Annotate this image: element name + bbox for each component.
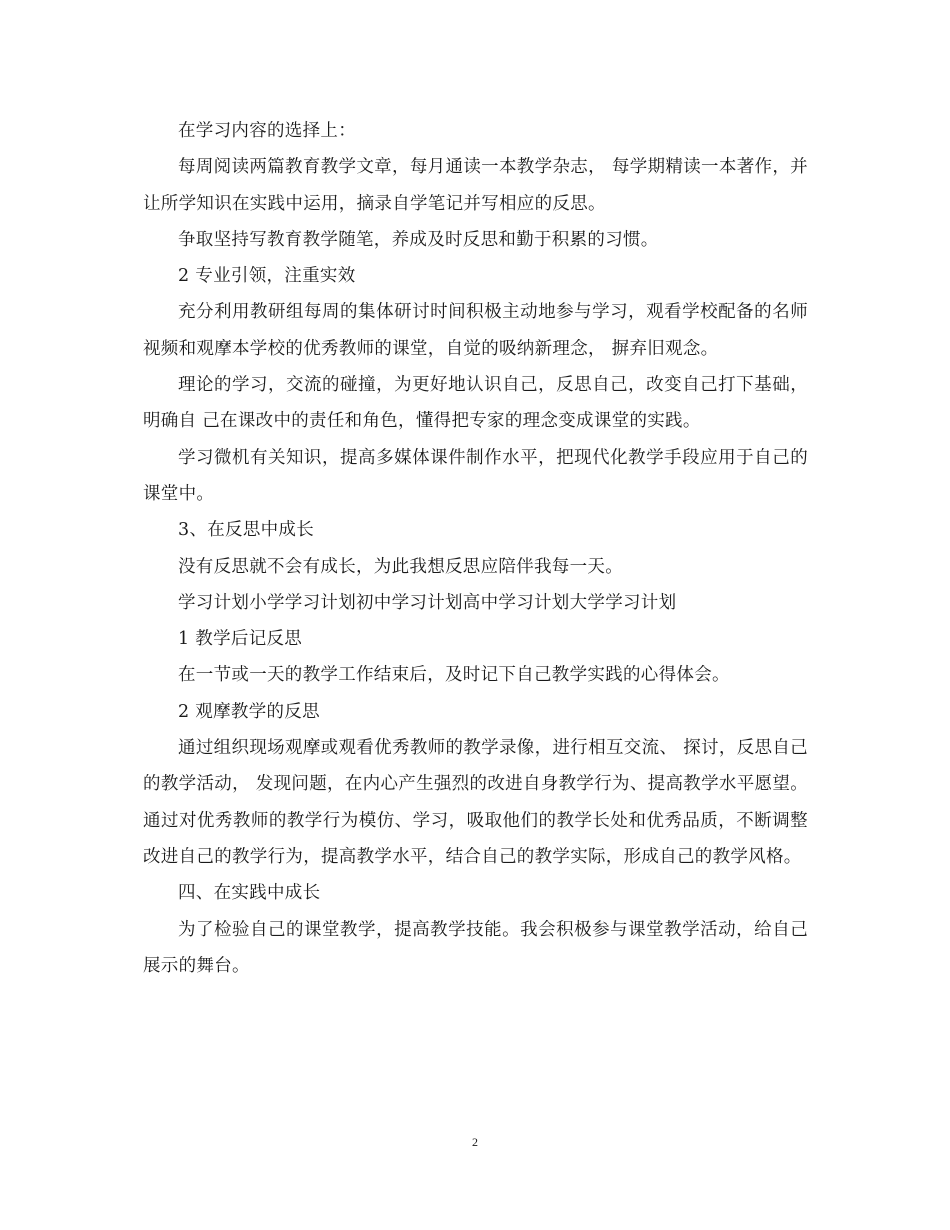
- paragraph: 充分利用教研组每周的集体研讨时间积极主动地参与学习，观看学校配备的名师 视频和观摩本学校的优秀教师的课堂，自觉的吸纳新理念， 摒弃旧观念。: [143, 302, 808, 359]
- paragraph: 每周阅读两篇教育教学文章，每月通读一本教学杂志， 每学期精读一本著作，并让所学知识在实践中运用，摘录自学笔记并写相应的反思。: [143, 157, 808, 214]
- paragraph: 学习计划小学学习计划初中学习计划高中学习计划大学学习计划: [178, 592, 677, 613]
- document-body: [143, 113, 808, 984]
- section-heading: 2 专业引领，注重实效: [178, 266, 356, 287]
- paragraph: 争取坚持写教育教学随笔，养成及时反思和勤于积累的习惯。: [178, 229, 659, 250]
- section-heading: 四、在实践中成长: [178, 883, 321, 904]
- section-heading: 2 观摩教学的反思: [178, 701, 320, 722]
- section-heading: 1 教学后记反思: [178, 629, 303, 650]
- paragraph: 理论的学习，交流的碰撞，为更好地认识自己，反思自己，改变自己打下基础，明确自 己在课改中的责任和角色，懂得把专家的理念变成课堂的实践。: [143, 375, 808, 432]
- paragraph: 为了检验自己的课堂教学，提高教学技能。我会积极参与课堂教学活动，给自己展示的舞台。: [143, 919, 808, 976]
- paragraph: 通过组织现场观摩或观看优秀教师的教学录像，进行相互交流、 探讨，反思自己的教学活动， 发现问题，在内心产生强烈的改进自身教学行为、提高教学水平愿望。通过对优秀教师的教学行为模仿、学习，吸取他们的教学长处和优秀品质，不断调整改进自己的教学行为，提高教学水平，结合自己的教学实际，形成自己的教学风格。: [143, 738, 808, 867]
- page-number: 2: [472, 1135, 478, 1149]
- paragraph: 在学习内容的选择上：: [178, 121, 356, 141]
- paragraph: 没有反思就不会有成长，为此我想反思应陪伴我每一天。: [178, 556, 623, 577]
- section-heading: 3、在反思中成长: [178, 520, 315, 541]
- paragraph: 学习微机有关知识，提高多媒体课件制作水平，把现代化教学手段应用于自己的课堂中。: [143, 447, 808, 504]
- paragraph: 在一节或一天的教学工作结束后，及时记下自己教学实践的心得体会。: [178, 665, 730, 686]
